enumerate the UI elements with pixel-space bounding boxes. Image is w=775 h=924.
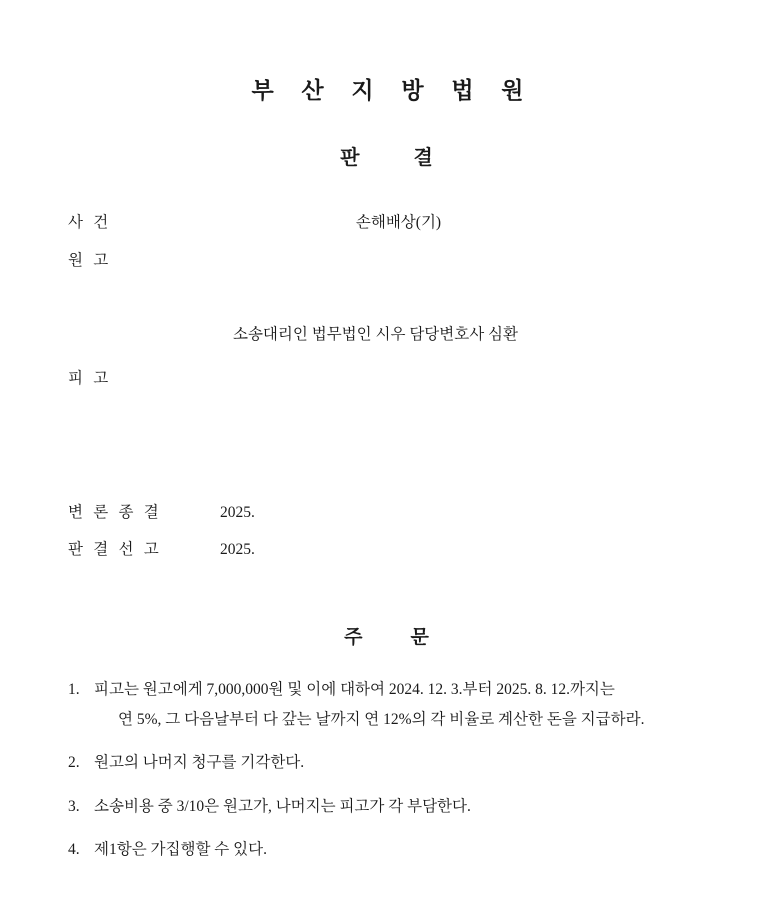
document-type-right: 결	[413, 147, 435, 169]
caption-row-plaintiff	[68, 248, 707, 286]
closing-date-row	[68, 500, 707, 537]
document-type-heading	[68, 141, 707, 170]
order-item-number: 3.	[68, 797, 80, 815]
order-item-number: 2.	[68, 754, 80, 772]
order-heading-right: 문	[410, 627, 431, 648]
judgment-date-label: 판 결 선 고	[68, 541, 162, 558]
order-item-text	[94, 675, 707, 735]
judgment-date-value: 2025.	[220, 541, 255, 558]
case-value: 손해배상(기)	[355, 214, 442, 231]
order-item-number: 4.	[68, 840, 80, 858]
document-type-left: 판	[340, 147, 362, 169]
case-label: 사 건	[68, 214, 112, 231]
order-heading-left: 주	[344, 627, 365, 648]
order-item-line1: 원고의 나머지 청구를 기각한다.	[94, 754, 305, 772]
order-item-text	[94, 792, 707, 822]
defendant-value	[186, 382, 707, 383]
caption-row-case	[68, 210, 707, 248]
order-item-number: 1.	[68, 681, 80, 698]
closing-date-value: 2025.	[220, 504, 255, 521]
order-item-line1: 소송비용 중 3/10은 원고가, 나머지는 피고가 각 부담한다.	[94, 797, 471, 815]
judgment-document-page	[0, 72, 775, 924]
order-item	[68, 835, 707, 865]
order-item	[68, 675, 707, 735]
defendant-label: 피 고	[68, 370, 112, 387]
order-items-list	[68, 675, 707, 865]
plaintiff-attorney-line: 소송대리인 법무법인 시우 담당변호사 심환	[232, 326, 518, 343]
order-item	[68, 792, 707, 822]
order-section-heading	[68, 622, 707, 649]
caption-row-defendant	[68, 366, 707, 404]
order-item-line1: 피고는 원고에게 7,000,000원 및 이에 대하여 2024. 12. 3.부터 2025. 8. 12.까지는	[94, 681, 615, 698]
hearing-dates-block	[68, 500, 707, 574]
order-item	[68, 748, 707, 778]
judgment-date-row	[68, 537, 707, 574]
plaintiff-label: 원 고	[68, 252, 112, 269]
order-item-line2: 연 5%, 그 다음날부터 다 갚는 날까지 연 12%의 각 비율로 계산한 돈을 지급하라.	[118, 711, 645, 729]
court-title: 부 산 지 방 법 원	[251, 78, 535, 103]
order-item-line1: 제1항은 가집행할 수 있다.	[94, 840, 267, 858]
case-caption	[68, 210, 707, 470]
closing-date-label: 변 론 종 결	[68, 504, 162, 521]
defendant-blank-space	[68, 404, 707, 470]
order-item-text	[94, 748, 707, 778]
plaintiff-value	[186, 264, 707, 265]
order-item-text	[94, 835, 707, 865]
